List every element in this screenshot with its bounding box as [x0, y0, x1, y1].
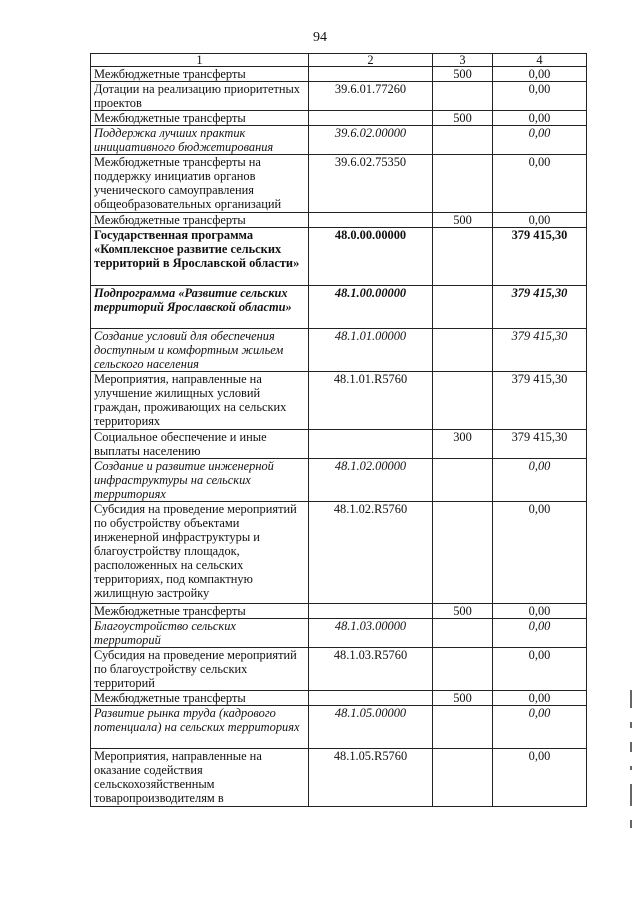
row-name-cell: Межбюджетные трансферты [91, 67, 309, 82]
row-code-cell: 48.1.05.R5760 [309, 749, 433, 807]
row-code-cell [309, 430, 433, 459]
table-row [91, 691, 587, 706]
row-name-cell: Мероприятия, направленные на оказание содействия сельскохозяйственным товаропроизводителям в [91, 749, 309, 807]
row-type-cell: 500 [433, 67, 493, 82]
row-sum-cell: 0,00 [493, 604, 587, 619]
row-type-cell [433, 155, 493, 213]
row-code-cell: 39.6.02.00000 [309, 126, 433, 155]
row-sum-cell: 0,00 [493, 749, 587, 807]
row-sum-cell: 0,00 [493, 155, 587, 213]
table-row [91, 111, 587, 126]
row-type-cell: 500 [433, 691, 493, 706]
table-row [91, 126, 587, 155]
row-code-cell [309, 111, 433, 126]
row-sum-cell: 379 415,30 [493, 430, 587, 459]
row-code-cell [309, 691, 433, 706]
row-sum-cell: 0,00 [493, 691, 587, 706]
row-type-cell [433, 648, 493, 691]
row-sum-cell: 0,00 [493, 706, 587, 749]
row-type-cell [433, 619, 493, 648]
table-row [91, 329, 587, 372]
row-sum-cell: 0,00 [493, 67, 587, 82]
row-type-cell: 500 [433, 111, 493, 126]
row-sum-cell: 0,00 [493, 619, 587, 648]
row-code-cell: 39.6.02.75350 [309, 155, 433, 213]
column-header-3: 3 [433, 54, 493, 67]
row-name-cell: Подпрограмма «Развитие сельских территорий Ярославской области» [91, 286, 309, 329]
row-code-cell: 48.1.00.00000 [309, 286, 433, 329]
row-type-cell: 500 [433, 604, 493, 619]
row-sum-cell: 379 415,30 [493, 329, 587, 372]
row-code-cell: 48.1.01.00000 [309, 329, 433, 372]
page-number: 94 [313, 30, 327, 45]
row-name-cell: Межбюджетные трансферты [91, 213, 309, 228]
row-name-cell: Межбюджетные трансферты на поддержку инициатив органов ученического самоуправления общеобразовательных организаций [91, 155, 309, 213]
row-sum-cell: 0,00 [493, 82, 587, 111]
table-row [91, 502, 587, 604]
table-row [91, 619, 587, 648]
row-code-cell: 48.1.01.R5760 [309, 372, 433, 430]
row-sum-cell: 379 415,30 [493, 228, 587, 286]
table-row [91, 67, 587, 82]
table-row [91, 430, 587, 459]
row-name-cell: Создание условий для обеспечения доступным и комфортным жильем сельского населения [91, 329, 309, 372]
row-type-cell [433, 706, 493, 749]
table-row [91, 228, 587, 286]
column-header-2: 2 [309, 54, 433, 67]
row-type-cell [433, 459, 493, 502]
row-name-cell: Межбюджетные трансферты [91, 111, 309, 126]
row-code-cell: 48.1.05.00000 [309, 706, 433, 749]
table-row [91, 648, 587, 691]
row-type-cell [433, 286, 493, 329]
row-code-cell: 48.1.02.R5760 [309, 502, 433, 604]
row-code-cell [309, 67, 433, 82]
row-type-cell [433, 126, 493, 155]
column-header-1: 1 [91, 54, 309, 67]
table-row [91, 372, 587, 430]
table-body [91, 67, 587, 807]
row-type-cell [433, 749, 493, 807]
row-sum-cell: 0,00 [493, 648, 587, 691]
row-name-cell: Межбюджетные трансферты [91, 604, 309, 619]
table-row [91, 213, 587, 228]
row-name-cell: Благоустройство сельских территорий [91, 619, 309, 648]
row-type-cell: 300 [433, 430, 493, 459]
table-row [91, 604, 587, 619]
table-row [91, 749, 587, 807]
table-row [91, 459, 587, 502]
row-name-cell: Субсидия на проведение мероприятий по благоустройству сельских территорий [91, 648, 309, 691]
row-name-cell: Развитие рынка труда (кадрового потенциала) на сельских территориях [91, 706, 309, 749]
row-name-cell: Мероприятия, направленные на улучшение жилищных условий граждан, проживающих на сельских территориях [91, 372, 309, 430]
table-row [91, 82, 587, 111]
row-type-cell: 500 [433, 213, 493, 228]
row-type-cell [433, 502, 493, 604]
table-row [91, 286, 587, 329]
column-header-4: 4 [493, 54, 587, 67]
table-row [91, 706, 587, 749]
row-code-cell: 48.1.02.00000 [309, 459, 433, 502]
row-code-cell [309, 213, 433, 228]
row-sum-cell: 0,00 [493, 126, 587, 155]
row-type-cell [433, 228, 493, 286]
row-sum-cell: 0,00 [493, 111, 587, 126]
row-code-cell: 48.0.00.00000 [309, 228, 433, 286]
budget-table [90, 53, 587, 807]
row-name-cell: Государственная программа «Комплексное развитие сельских территорий в Ярославской области» [91, 228, 309, 286]
row-name-cell: Поддержка лучших практик инициативного бюджетирования [91, 126, 309, 155]
row-type-cell [433, 329, 493, 372]
row-sum-cell: 0,00 [493, 213, 587, 228]
table-row [91, 155, 587, 213]
row-code-cell: 48.1.03.R5760 [309, 648, 433, 691]
row-name-cell: Создание и развитие инженерной инфраструктуры на сельских территориях [91, 459, 309, 502]
row-name-cell: Межбюджетные трансферты [91, 691, 309, 706]
row-sum-cell: 0,00 [493, 459, 587, 502]
margin-marks [630, 690, 632, 890]
row-name-cell: Субсидия на проведение мероприятий по обустройству объектами инженерной инфраструктуры и благоустройству площадок, расположенных на сельских территориях, под компактную жилищную застройку [91, 502, 309, 604]
row-type-cell [433, 82, 493, 111]
row-code-cell: 48.1.03.00000 [309, 619, 433, 648]
row-sum-cell: 0,00 [493, 502, 587, 604]
table-header-row [91, 54, 587, 67]
row-code-cell: 39.6.01.77260 [309, 82, 433, 111]
row-type-cell [433, 372, 493, 430]
row-name-cell: Социальное обеспечение и иные выплаты населению [91, 430, 309, 459]
row-sum-cell: 379 415,30 [493, 286, 587, 329]
row-name-cell: Дотации на реализацию приоритетных проектов [91, 82, 309, 111]
row-code-cell [309, 604, 433, 619]
row-sum-cell: 379 415,30 [493, 372, 587, 430]
